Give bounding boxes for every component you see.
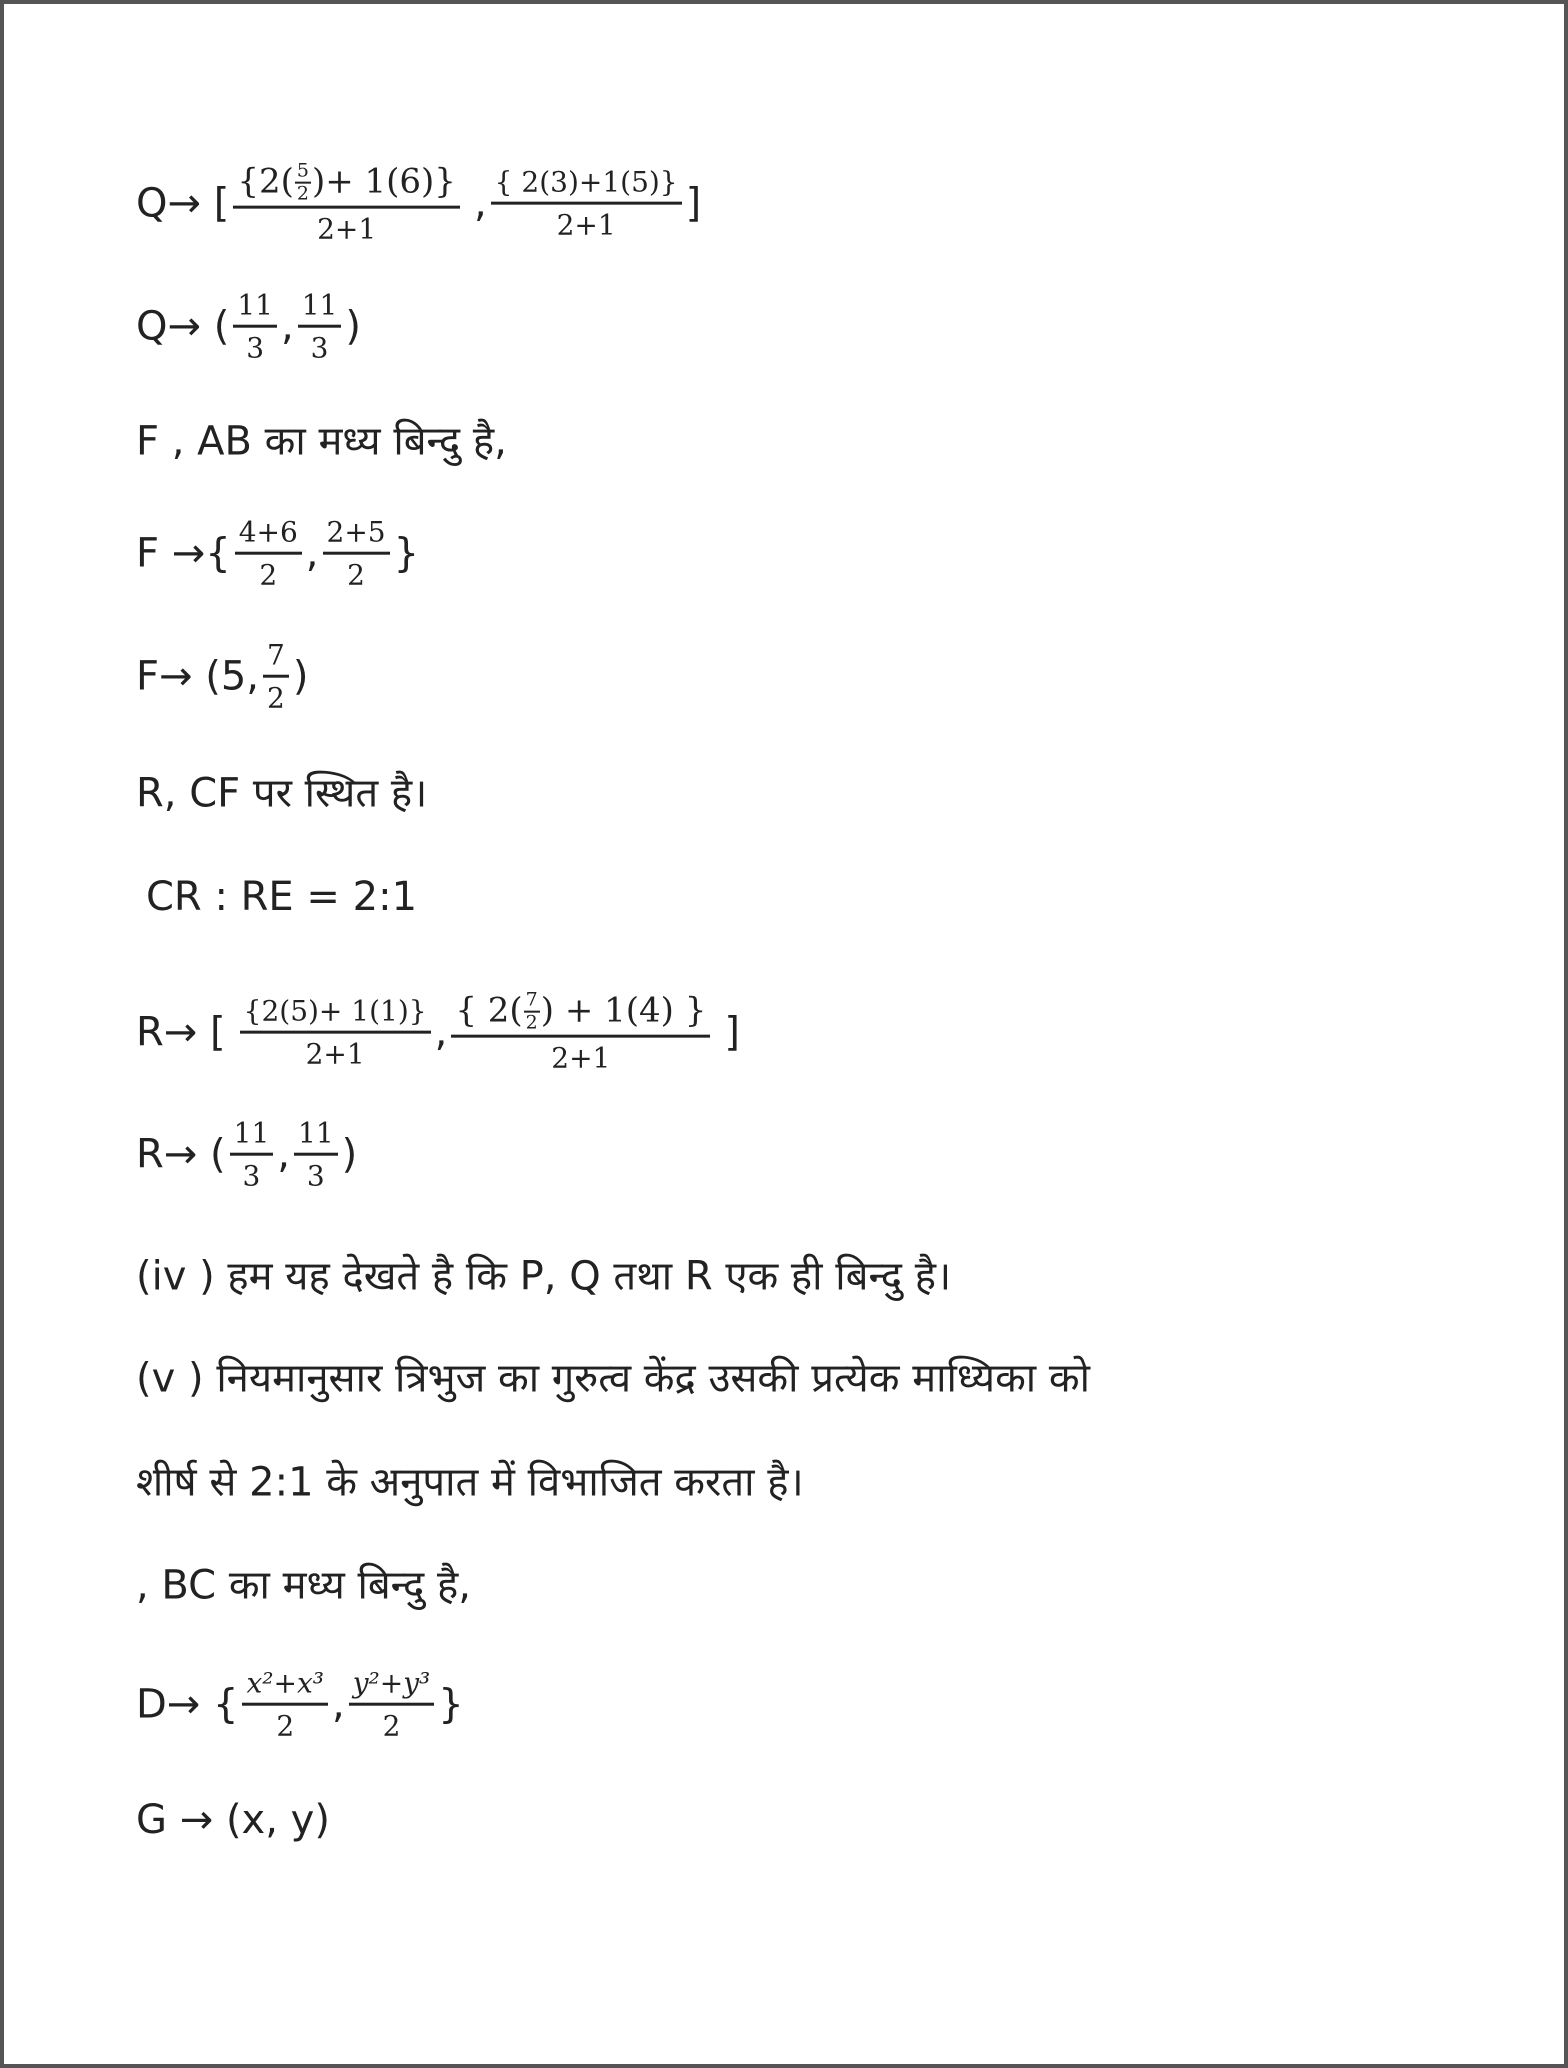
statement-v-line2: शीर्ष से 2:1 के अनुपात में विभाजित करता है।	[136, 1459, 804, 1506]
inner-numerator: 5	[296, 159, 309, 182]
fraction	[235, 514, 302, 595]
numerator: 11	[230, 1115, 274, 1156]
bracket: )	[341, 1132, 358, 1178]
bracket: )	[292, 654, 309, 700]
q-label: Q→ [	[136, 181, 230, 227]
denominator: 3	[246, 331, 265, 365]
numerator-part: { 2(	[455, 990, 523, 1031]
denominator: 3	[306, 1159, 325, 1193]
fraction	[233, 287, 277, 368]
separator: ,	[473, 181, 487, 227]
separator: ,	[277, 1132, 290, 1178]
denominator: 2	[276, 1709, 295, 1743]
fraction	[349, 1665, 435, 1746]
numerator: 4+6	[235, 514, 302, 555]
f-result-line	[136, 637, 308, 718]
r-label: R→ (	[136, 1132, 226, 1178]
inner-denominator: 2	[525, 1011, 538, 1034]
inner-numerator: 7	[525, 988, 538, 1011]
denominator: 2+1	[305, 1037, 365, 1071]
denominator: 2+1	[551, 1041, 611, 1075]
numerator: { 2(3)+1(5)}	[491, 164, 682, 205]
bracket: ]	[685, 181, 702, 227]
separator: ,	[331, 1682, 345, 1728]
fraction	[298, 287, 342, 368]
r-result-line	[136, 1115, 357, 1196]
denominator: 2	[259, 558, 278, 592]
numerator: 7	[263, 637, 289, 678]
ratio-text: CR : RE = 2:1	[146, 874, 418, 920]
numerator-part: ) + 1(4) }	[540, 990, 707, 1031]
denominator: 2	[267, 681, 285, 715]
d-label: D→ {	[136, 1682, 239, 1728]
r-label: R→ [	[136, 1010, 226, 1056]
numerator-part: {2(	[237, 161, 294, 202]
denominator: 2+1	[556, 208, 616, 242]
fraction	[263, 637, 289, 718]
numerator: y²+y³	[349, 1665, 435, 1706]
f-formula-line	[136, 514, 419, 595]
numerator: 2+5	[323, 514, 390, 555]
separator: ,	[434, 1010, 448, 1056]
separator: ,	[280, 304, 294, 350]
g-centroid-line: G → (x, y)	[136, 1797, 330, 1843]
f-midpoint-text: F , AB का मध्य बिन्दु है,	[136, 418, 507, 465]
bracket: ]	[724, 1010, 740, 1056]
r-formula-line	[136, 989, 740, 1078]
bracket: }	[438, 1682, 464, 1728]
fraction	[230, 1115, 274, 1196]
bracket: )	[345, 304, 361, 350]
inner-denominator: 2	[296, 182, 309, 205]
bracket: }	[393, 531, 420, 577]
numerator: 11	[294, 1115, 338, 1156]
denominator: 3	[310, 331, 329, 365]
q-label: Q→ (	[136, 304, 230, 350]
q-result-line	[136, 287, 361, 368]
numerator: {2(5)+ 1(1)}	[240, 993, 431, 1034]
d-formula-line	[136, 1665, 464, 1746]
f-label: F→ (5,	[136, 654, 260, 700]
denominator: 2	[347, 558, 365, 592]
denominator: 3	[242, 1159, 261, 1193]
denominator: 2+1	[317, 212, 377, 246]
f-label: F →{	[136, 531, 231, 577]
statement-iv: (iv ) हम यह देखते है कि P, Q तथा R एक ही बिन्दु है।	[136, 1253, 952, 1300]
fraction	[242, 1665, 328, 1746]
bc-midpoint-text: , BC का मध्य बिन्दु है,	[136, 1562, 471, 1609]
numerator-part: )+ 1(6)}	[311, 161, 456, 202]
q-formula-line	[136, 160, 701, 249]
r-on-cf-text: R, CF पर स्थित है।	[136, 770, 428, 817]
separator: ,	[305, 531, 319, 577]
fraction	[240, 993, 431, 1074]
statement-v-line1: (v ) नियमानुसार त्रिभुज का गुरुत्व केंद्र उसकी प्रत्येक माध्यिका को	[136, 1355, 1090, 1402]
denominator: 2	[382, 1709, 401, 1743]
fraction	[491, 164, 682, 245]
numerator: 11	[298, 287, 342, 328]
numerator: x²+x³	[242, 1665, 328, 1706]
fraction	[323, 514, 390, 595]
fraction	[233, 160, 460, 249]
numerator: 11	[233, 287, 277, 328]
fraction	[451, 989, 710, 1078]
fraction	[294, 1115, 338, 1196]
